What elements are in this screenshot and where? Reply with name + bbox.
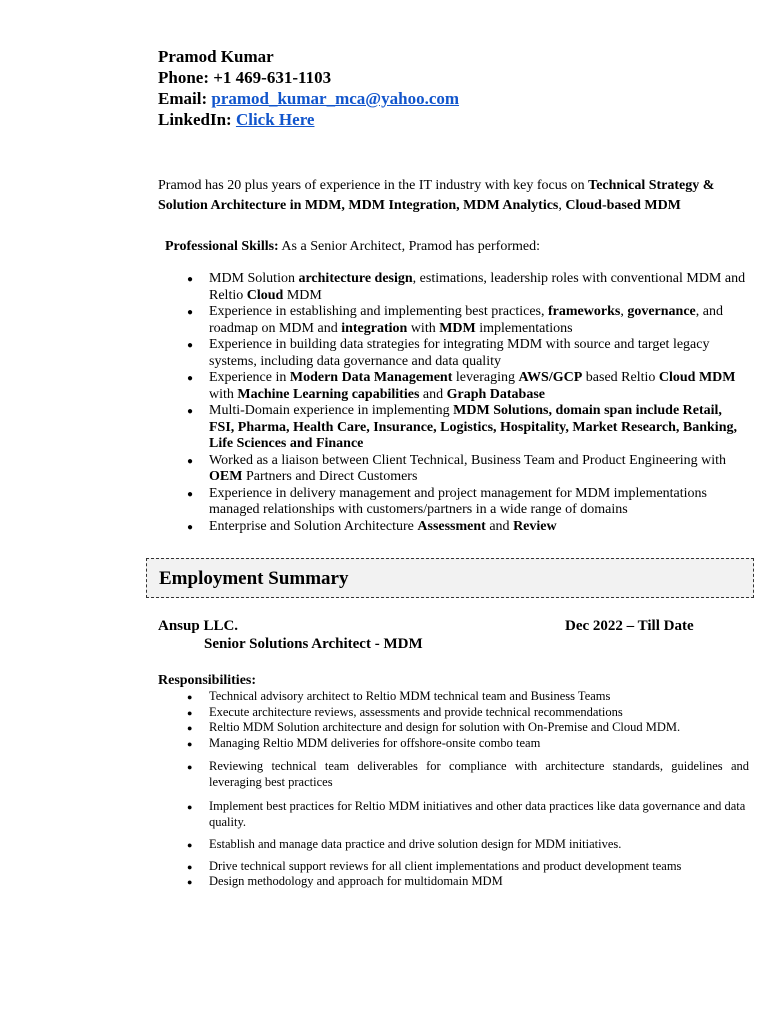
- summary-focus: Technical Strategy & Solution Architecture in MDM, MDM Integration, MDM Analytics: [158, 178, 715, 213]
- linkedin-line: [158, 109, 459, 130]
- skills-list: [187, 271, 747, 535]
- employment-summary-title: Employment Summary: [159, 568, 349, 589]
- employment-dates: Dec 2022 – Till Date: [565, 618, 694, 634]
- email-line: [158, 88, 459, 109]
- candidate-name: Pramod Kumar: [158, 47, 274, 66]
- job-role: Senior Solutions Architect - MDM: [204, 636, 423, 652]
- summary-cloud: Cloud-based MDM: [565, 198, 681, 213]
- skill-item: ● Worked as a liaison between Client Technical, Business Team and Product Engineering with OEM Partners and Direct Customers: [187, 453, 747, 486]
- employment-summary-header: [146, 558, 754, 598]
- phone-line: [158, 67, 459, 88]
- skill-item: ● Experience in Modern Data Management leveraging AWS/GCP based Reltio Cloud MDM with Machine Learning capabilities and Graph Database: [187, 370, 747, 403]
- responsibilities-list: [187, 689, 749, 890]
- responsibility-item: ● Reviewing technical team deliverables for compliance with architecture standards, guidelines and leveraging best practices: [187, 759, 749, 790]
- skills-heading-line: [165, 239, 540, 255]
- skills-intro: As a Senior Architect, Pramod has performed:: [278, 239, 540, 254]
- responsibility-item: ● Design methodology and approach for multidomain MDM: [187, 874, 749, 890]
- linkedin-link[interactable]: Click Here: [235, 110, 315, 129]
- skill-item: ● Experience in establishing and implementing best practices, frameworks, governance, and roadmap on MDM and integration with MDM implementations: [187, 304, 747, 337]
- email-link[interactable]: pramod_kumar_mca@yahoo.com: [211, 89, 460, 108]
- summary-text: Pramod has 20 plus years of experience in the IT industry with key focus on: [158, 178, 589, 193]
- phone-number: +1 469-631-1103: [213, 68, 332, 87]
- summary-separator: ,: [558, 198, 566, 213]
- skills-heading: Professional Skills:: [165, 239, 279, 254]
- skill-item: ● Multi-Domain experience in implementing MDM Solutions, domain span include Retail, FSI, Pharma, Health Care, Insurance, Logistics, Hospitality, Market Research, Banking, Life Sciences and Finance: [187, 403, 747, 453]
- email-label: Email:: [158, 89, 212, 108]
- responsibility-item: ● Drive technical support reviews for all client implementations and product development teams: [187, 859, 749, 875]
- contact-header: [158, 46, 459, 130]
- responsibility-item: ● Establish and manage data practice and drive solution design for MDM initiatives.: [187, 837, 749, 853]
- skill-item: ● Experience in delivery management and project management for MDM implementations managed relationships with customers/partners in a wide range of domains: [187, 486, 747, 519]
- responsibility-item: ● Implement best practices for Reltio MDM initiatives and other data practices like data governance and data quality.: [187, 799, 749, 830]
- company-name: Ansup LLC.: [158, 618, 239, 634]
- responsibility-item: ● Technical advisory architect to Reltio MDM technical team and Business Teams: [187, 689, 749, 705]
- responsibility-item: ● Managing Reltio MDM deliveries for offshore-onsite combo team: [187, 736, 749, 752]
- skill-item: ● Enterprise and Solution Architecture Assessment and Review: [187, 519, 747, 536]
- profile-summary: [158, 176, 738, 216]
- phone-label: Phone:: [158, 68, 214, 87]
- responsibilities-heading: Responsibilities:: [158, 673, 257, 688]
- skill-item: ● MDM Solution architecture design, estimations, leadership roles with conventional MDM and Reltio Cloud MDM: [187, 271, 747, 304]
- skill-item: ● Experience in building data strategies for integrating MDM with source and target legacy systems, including data governance and data quality: [187, 337, 747, 370]
- responsibility-item: ● Reltio MDM Solution architecture and design for solution with On-Premise and Cloud MDM.: [187, 720, 749, 736]
- linkedin-label: LinkedIn:: [158, 110, 236, 129]
- responsibility-item: ● Execute architecture reviews, assessments and provide technical recommendations: [187, 705, 749, 721]
